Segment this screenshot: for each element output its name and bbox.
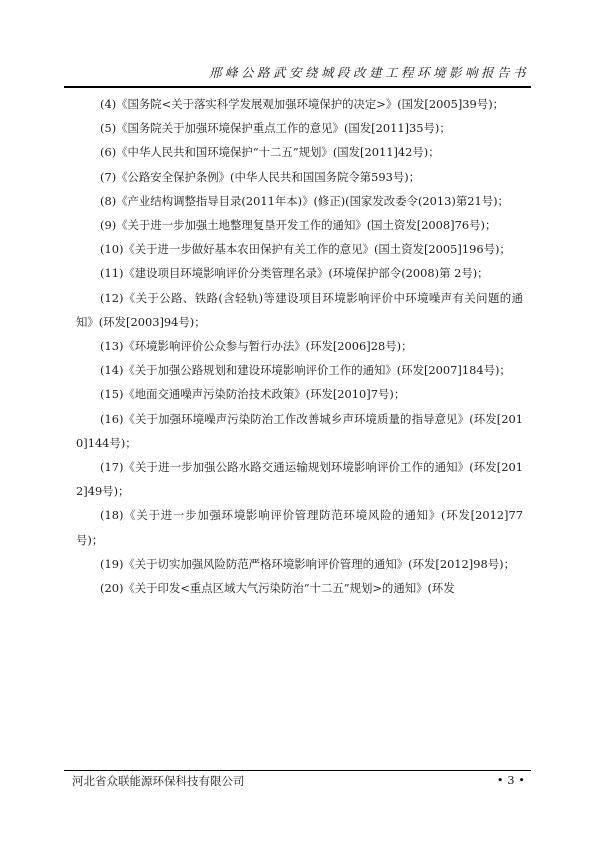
list-item: (18)《关于进一步加强环境影响评价管理防范环境风险的通知》(环发[2012]77号)； [76, 508, 523, 547]
list-item: (8)《产业结构调整指导目录(2011年本)》(修正)(国家发改委令(2013)第21号)； [100, 193, 509, 208]
report-title: 邢峰公路武安绕城段改建工程环境影响报告书 [208, 65, 529, 80]
page-header [64, 60, 531, 88]
company-name: 河北省众联能源环保科技有限公司 [72, 774, 245, 788]
list-item: (4)《国务院<关于落实科学发展观加强环境保护的决定>》(国发[2005]39号)； [100, 97, 505, 111]
list-item: (6)《中华人民共和国环境保护“十二五”规划》(国发[2011]42号)； [100, 145, 440, 160]
list-item: (16)《关于加强环境噪声污染防治工作改善城乡声环境质量的指导意见》(环发[2010]144号)； [76, 411, 523, 450]
list-item: (14)《关于加强公路规划和建设环境影响评价工作的通知》(环发[2007]184号)； [100, 363, 511, 378]
page-footer [64, 770, 531, 791]
list-item: (17)《关于进一步加强公路水路交通运输规划环境影响评价工作的通知》(环发[2012]49号)； [76, 460, 523, 499]
list-item: (20)《关于印发<重点区域大气污染防治“十二五”规划>的通知》(环发 [100, 581, 455, 596]
list-item: (15)《地面交通噪声污染防治技术政策》(环发[2010]7号)； [100, 387, 406, 402]
regulation-list [76, 92, 523, 600]
list-item: (19)《关于切实加强风险防范严格环境影响评价管理的通知》(环发[2012]98号)； [100, 556, 515, 571]
list-item: (13)《环境影响评价公众参与暂行办法》(环发[2006]28号)； [100, 339, 413, 354]
list-item: (5)《国务院关于加强环境保护重点工作的意见》(国发[2011]35号)； [100, 121, 451, 136]
list-item: (7)《公路安全保护条例》(中华人民共和国国务院令第593号)； [100, 169, 421, 184]
page-number: • 3 • [496, 773, 525, 787]
list-item: (11)《建设项目环境影响评价分类管理名录》(环境保护部令(2008)第 2号)； [100, 266, 489, 281]
list-item: (12)《关于公路、铁路(含轻轨)等建设项目环境影响评价中环境噪声有关问题的通知》(环发[2003]94号)； [76, 290, 523, 329]
list-item: (9)《关于进一步加强土地整理复垦开发工作的通知》(国土资发[2008]76号)； [100, 218, 497, 233]
list-item: (10)《关于进一步做好基本农田保护有关工作的意见》(国土资发[2005]196号)； [100, 242, 511, 257]
